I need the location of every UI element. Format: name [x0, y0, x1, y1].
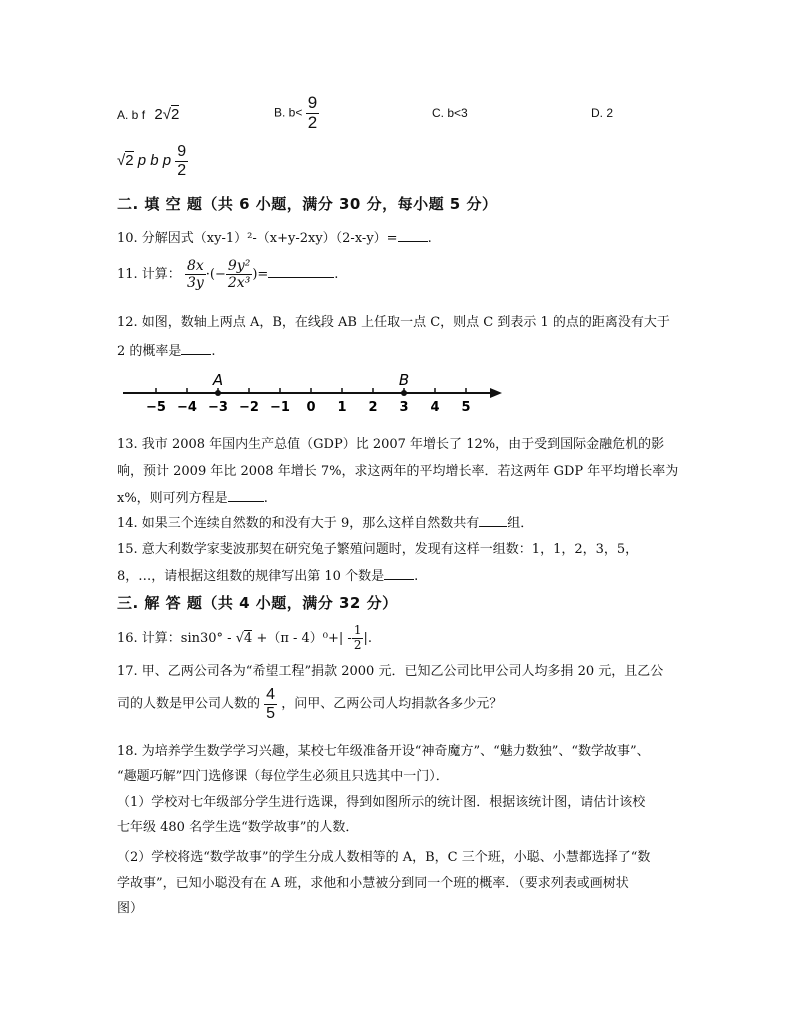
- tick-label: 5: [461, 400, 471, 415]
- question-18-line-6: 学故事”，已知小聪没有在 A 班，求他和小慧被分到同一个班的概率．（要求列表或画树状: [117, 876, 629, 891]
- question-17-line-1: 17. 甲、乙两公司各为“希望工程”捐款 2000 元．已知乙公司比甲公司人均多捐 20 元，且乙公: [117, 664, 664, 679]
- question-11-prefix: 11. 计算：: [117, 267, 181, 283]
- question-11: [117, 258, 338, 291]
- tick-label: 0: [306, 400, 316, 415]
- question-17-line-2: [117, 686, 502, 722]
- tick-label: 1: [337, 400, 347, 415]
- question-16-den: 2: [353, 637, 362, 652]
- point-b-label: B: [398, 371, 410, 389]
- question-16-tail: |.: [363, 630, 372, 646]
- question-12-line-2: [117, 340, 216, 359]
- question-13-line-2: 响，预计 2009 年比 2008 年增长 7%，求这两年的平均增长率．若这两年 GDP 年平均增长率为: [117, 464, 679, 479]
- fraction-1-den: 3y: [186, 275, 204, 292]
- question-13-line-3-text: x%，则可列方程是: [117, 491, 228, 506]
- section-3-title: 三. 解 答 题（共 4 小题，满分 32 分）: [117, 594, 398, 612]
- question-17-num: 4: [266, 686, 276, 703]
- question-11-end: .: [334, 267, 339, 283]
- question-10-text: 10. 分解因式（xy-1）²-（x+y-2xy）（2-x-y）=: [117, 231, 398, 246]
- question-18-line-3: （1）学校对七年级部分学生进行选课，得到如图所示的统计图．根据该统计图，请估计该校: [117, 795, 646, 810]
- option-a: [117, 106, 179, 123]
- continuation-den: 2: [177, 161, 187, 179]
- question-15-line-2-text: 8，…，请根据这组数的规律写出第 10 个数是: [117, 569, 385, 584]
- question-13-line-3-end: .: [263, 491, 268, 506]
- question-17-den: 5: [266, 704, 276, 722]
- question-10-tail: .: [427, 231, 432, 246]
- question-15-line-1: 15. 意大利数学家斐波那契在研究兔子繁殖问题时，发现有这样一组数：1，1，2，3，5，: [117, 542, 639, 557]
- tick-label: −1: [270, 400, 290, 415]
- question-17-line-2a: 司的人数是甲公司人数的: [117, 696, 261, 712]
- question-16-num: 1: [353, 623, 362, 637]
- point-a-dot: [215, 390, 221, 396]
- question-11-fraction-2: [226, 258, 252, 291]
- question-13-line-3: [117, 487, 268, 506]
- option-b-num: 9: [307, 93, 318, 112]
- fraction-2-num: 9y²: [227, 258, 251, 274]
- tick-label: −3: [208, 400, 228, 415]
- answer-blank: [479, 514, 507, 527]
- sqrt-icon: √: [117, 152, 126, 170]
- question-12-line-2-end: .: [211, 344, 216, 359]
- option-b: [274, 94, 319, 132]
- tick-label: 4: [430, 400, 440, 415]
- question-17-fraction: [264, 686, 277, 722]
- question-14-text: 14. 如果三个连续自然数的和没有大于 9，那么这样自然数共有: [117, 516, 480, 531]
- option-b-fraction: [306, 94, 319, 132]
- fraction-2-den: 2x³: [227, 275, 251, 292]
- question-11-fraction-1: [185, 258, 206, 291]
- answer-blank: [268, 265, 334, 278]
- question-18-line-4: 七年级 480 名学生选“数学故事”的人数．: [117, 820, 359, 835]
- option-a-symbol: f: [141, 108, 146, 122]
- question-16-fraction: [352, 624, 364, 653]
- question-18-line-1: 18. 为培养学生数学学习兴趣，某校七年级准备开设“神奇魔方”、“魅力数独”、“数学故事”、: [117, 744, 650, 759]
- question-15-line-2-end: .: [414, 569, 419, 584]
- continuation-middle: p b p: [137, 152, 172, 170]
- arrow-right-icon: [490, 388, 502, 398]
- question-18-line-7: 图）: [117, 901, 144, 916]
- question-15-line-2: [117, 565, 418, 584]
- answer-blank: [181, 342, 211, 355]
- point-b-dot: [401, 390, 407, 396]
- question-14: [117, 512, 533, 531]
- option-a-coef: 2: [154, 106, 163, 123]
- continuation-fraction: [175, 143, 188, 179]
- section-2-title: 二. 填 空 题（共 6 小题，满分 30 分，每小题 5 分）: [117, 195, 498, 213]
- question-12-line-2-text: 2 的概率是: [117, 344, 182, 359]
- question-18-line-5: （2）学校将选“数学故事”的学生分成人数相等的 A，B，C 三个班，小聪、小慧都选择了“数: [117, 850, 651, 865]
- point-a-label: A: [212, 371, 224, 389]
- question-13-line-1: 13. 我市 2008 年国内生产总值（GDP）比 2007 年增长了 12%，由于受到国际金融危机的影: [117, 437, 665, 452]
- tick-label: 3: [399, 400, 409, 415]
- question-16-prefix: 16. 计算：sin30° -: [117, 630, 232, 646]
- number-line-figure: [118, 368, 508, 418]
- answer-blank: [228, 489, 264, 502]
- tick-label: −4: [177, 400, 197, 415]
- question-16: [117, 624, 372, 653]
- question-16-radicand: 4: [244, 630, 253, 646]
- question-14-tail: 组．: [507, 516, 534, 531]
- question-16-mid: +（π - 4）⁰+| -: [256, 630, 352, 646]
- option-a-radicand: 2: [170, 106, 180, 123]
- answer-blank: [398, 229, 428, 242]
- question-12-line-1: 12. 如图，数轴上两点 A，B，在线段 AB 上任取一点 C，则点 C 到表示 1 的点的距离没有大于: [117, 315, 670, 330]
- continuation-line: [117, 143, 188, 179]
- option-b-den: 2: [307, 112, 318, 132]
- question-18-line-2: “趣题巧解”四门选修课（每位学生必须且只选其中一门）．: [117, 769, 449, 784]
- sqrt-icon: √: [162, 106, 171, 123]
- option-d: D. 2: [591, 106, 614, 120]
- tick-label: −5: [146, 400, 166, 415]
- answer-blank: [384, 567, 414, 580]
- option-b-prefix: B. b<: [274, 105, 303, 120]
- fraction-1-num: 8x: [185, 258, 206, 275]
- question-11-tail: )=: [252, 267, 269, 283]
- option-a-prefix: A. b: [117, 108, 139, 122]
- tick-label: 2: [368, 400, 378, 415]
- question-10: [117, 227, 432, 246]
- question-11-mid: ·(−: [205, 267, 226, 283]
- tick-label: −2: [239, 400, 259, 415]
- option-c: C. b<3: [432, 106, 468, 120]
- question-17-line-2b: ，问甲、乙两公司人均捐款各多少元？: [281, 696, 503, 712]
- continuation-num: 9: [177, 143, 187, 160]
- sqrt-icon: √: [235, 630, 245, 646]
- continuation-radicand: 2: [125, 152, 134, 170]
